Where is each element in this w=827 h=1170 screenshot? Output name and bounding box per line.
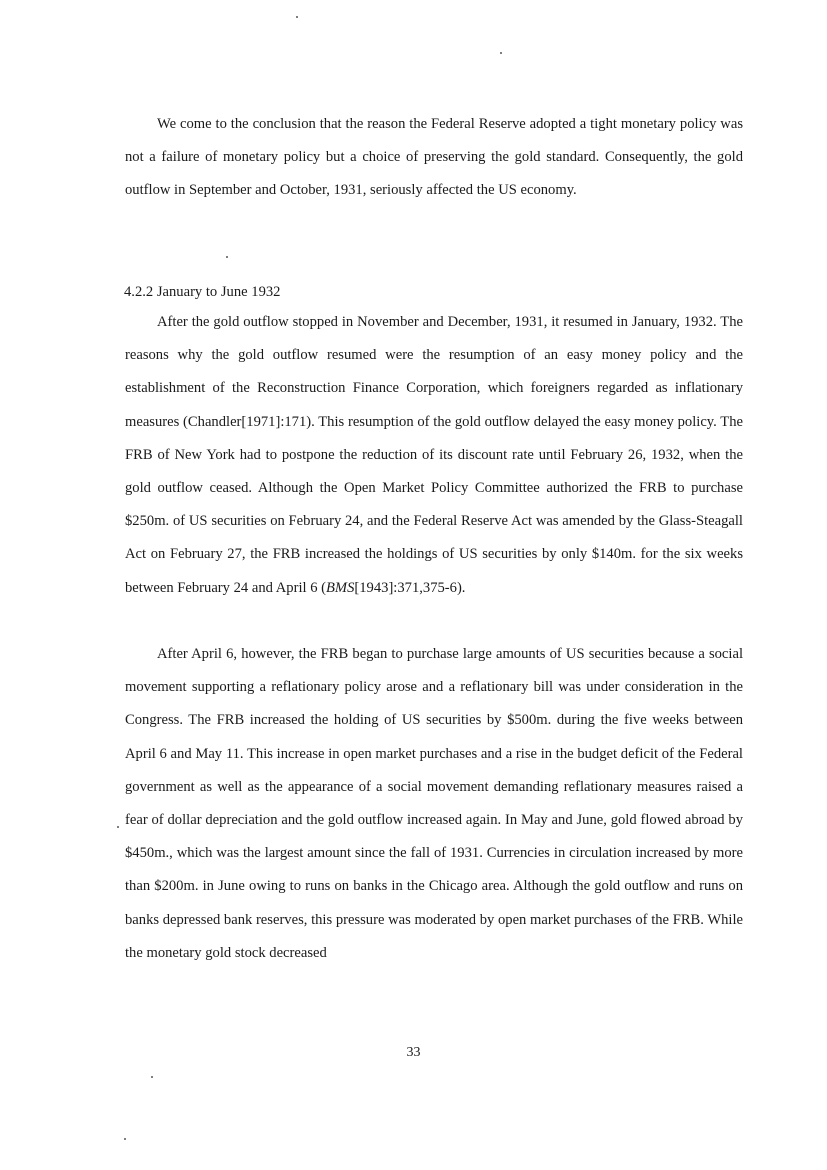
page-number: 33: [406, 1045, 421, 1060]
paragraph-gold-outflow-resumed: [125, 306, 743, 605]
citation-bms-italic: BMS: [326, 579, 355, 596]
section-heading: 4.2.2 January to June 1932: [124, 284, 281, 300]
paragraph-2-citation-tail: [1943]:371,375-6).: [354, 579, 466, 596]
scan-speck: [226, 256, 228, 258]
scan-speck: [124, 1138, 126, 1140]
scan-speck: [296, 16, 298, 18]
scan-speck: [500, 52, 502, 54]
paragraph-after-april-6: After April 6, however, the FRB began to purchase large amounts of US securities because a social movement supporting a reflationary policy arose and a reflationary bill was under consideration in the Congress. The FRB increased the holding of US securities by $500m. during the five weeks between April 6 and May 11. This increase in open market purchases and a rise in the budget deficit of the Federal government as well as the appearance of a social movement demanding reflationary measures raised a fear of dollar depreciation and the gold outflow increased again. In May and June, gold flowed abroad by $450m., which was the largest amount since the fall of 1931. Currencies in circulation increased by more than $200m. in June owing to runs on banks in the Chicago area. Although the gold outflow and runs on banks depressed bank reserves, this pressure was moderated by open market purchases of the FRB. While the monetary gold stock decreased: [125, 646, 743, 961]
scan-speck: [151, 1076, 153, 1078]
scan-speck: [117, 826, 119, 828]
paragraph-2-text: After the gold outflow stopped in November and December, 1931, it resumed in January, 1932. The reasons why the gold outflow resumed were the resumption of an easy money policy and the establishment of the Reconstruction Finance Corporation, which foreigners regarded as inflationary measures (Chandler[1971]:171). This resumption of the gold outflow delayed the easy money policy. The FRB of New York had to postpone the reduction of its discount rate until February 26, 1932, when the gold outflow ceased. Although the Open Market Policy Committee authorized the FRB to purchase $250m. of US securities on February 24, and the Federal Reserve Act was amended by the Glass-Steagall Act on February 27, the FRB increased the holdings of US securities by only $140m. for the six weeks between February 24 and April 6 (: [125, 314, 743, 596]
paragraph-conclusion: We come to the conclusion that the reason the Federal Reserve adopted a tight monetary policy was not a failure of monetary policy but a choice of preserving the gold standard. Consequently, the gold outflow in September and October, 1931, seriously affected the US economy.: [125, 116, 743, 199]
